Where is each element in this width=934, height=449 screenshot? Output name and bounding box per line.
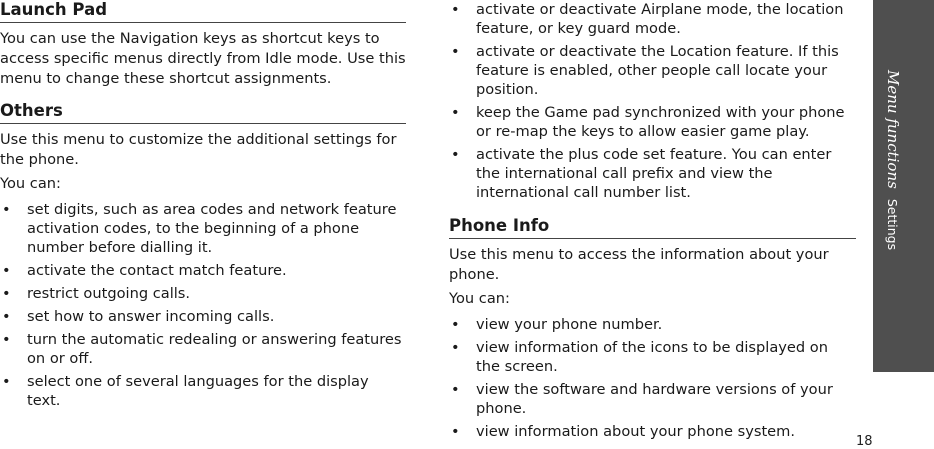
list-item (449, 380, 856, 418)
chapter-side-tab (873, 0, 934, 372)
bullet-icon: • (451, 1, 460, 18)
others-bullet-list (0, 200, 406, 410)
bullet-icon: • (451, 104, 460, 121)
list-item-text: view the software and hardware versions of your phone. (476, 381, 833, 417)
others-you-can: You can: (0, 175, 61, 192)
bullet-icon: • (451, 146, 460, 163)
list-item (0, 200, 406, 257)
list-item (0, 330, 406, 368)
list-item (449, 422, 856, 441)
launch-pad-text: You can use the Navigation keys as shortcut keys to access specific menus directly from Idle mode. Use this menu to change these shortcut assignments. (0, 30, 406, 87)
list-item (0, 284, 406, 303)
others-bullet-list-continued (449, 0, 856, 202)
list-item (0, 261, 406, 280)
list-item-text: keep the Game pad synchronized with your phone or re-map the keys to allow easier game play. (476, 104, 845, 140)
list-item-text: activate or deactivate the Location feature. If this feature is enabled, other people call locate your position. (476, 43, 839, 98)
list-item (449, 338, 856, 376)
list-item-text: set how to answer incoming calls. (27, 308, 275, 325)
bullet-icon: • (451, 339, 460, 356)
chapter-tab-label (884, 70, 903, 250)
list-item (0, 307, 406, 326)
bullet-icon: • (451, 381, 460, 398)
list-item-text: activate the plus code set feature. You can enter the international call prefix and view the international call number list. (476, 146, 832, 201)
phone-info-text: Use this menu to access the information about your phone. (449, 246, 829, 283)
right-column (449, 0, 856, 445)
bullet-icon: • (451, 316, 460, 333)
others-text: Use this menu to customize the additional settings for the phone. (0, 131, 397, 168)
list-item (449, 103, 856, 141)
bullet-icon: • (2, 373, 11, 390)
list-item-text: view information of the icons to be displayed on the screen. (476, 339, 828, 375)
list-item (449, 0, 856, 38)
others-heading: Others (0, 101, 406, 124)
phone-info-bullet-list (449, 315, 856, 441)
chapter-subtitle: Settings (885, 198, 900, 251)
list-item (449, 145, 856, 202)
list-item (449, 42, 856, 99)
phone-info-heading: Phone Info (449, 216, 856, 239)
bullet-icon: • (2, 331, 11, 348)
list-item-text: activate the contact match feature. (27, 262, 287, 279)
launch-pad-heading: Launch Pad (0, 0, 406, 23)
list-item-text: turn the automatic redealing or answering features on or off. (27, 331, 402, 367)
list-item-text: view your phone number. (476, 316, 663, 333)
list-item-text: select one of several languages for the display text. (27, 373, 369, 409)
left-column (0, 0, 406, 414)
page-number: 18 (856, 434, 873, 449)
bullet-icon: • (2, 262, 11, 279)
list-item-text: set digits, such as area codes and network feature activation codes, to the beginning of a phone number before dialling it. (27, 201, 397, 256)
bullet-icon: • (451, 423, 460, 440)
bullet-icon: • (2, 201, 11, 218)
list-item-text: restrict outgoing calls. (27, 285, 191, 302)
list-item-text: view information about your phone system. (476, 423, 796, 440)
phone-info-you-can: You can: (449, 290, 510, 307)
chapter-title: Menu functions (884, 70, 902, 189)
bullet-icon: • (2, 285, 11, 302)
list-item (449, 315, 856, 334)
bullet-icon: • (2, 308, 11, 325)
bullet-icon: • (451, 43, 460, 60)
list-item (0, 372, 406, 410)
list-item-text: activate or deactivate Airplane mode, the location feature, or key guard mode. (476, 1, 844, 37)
